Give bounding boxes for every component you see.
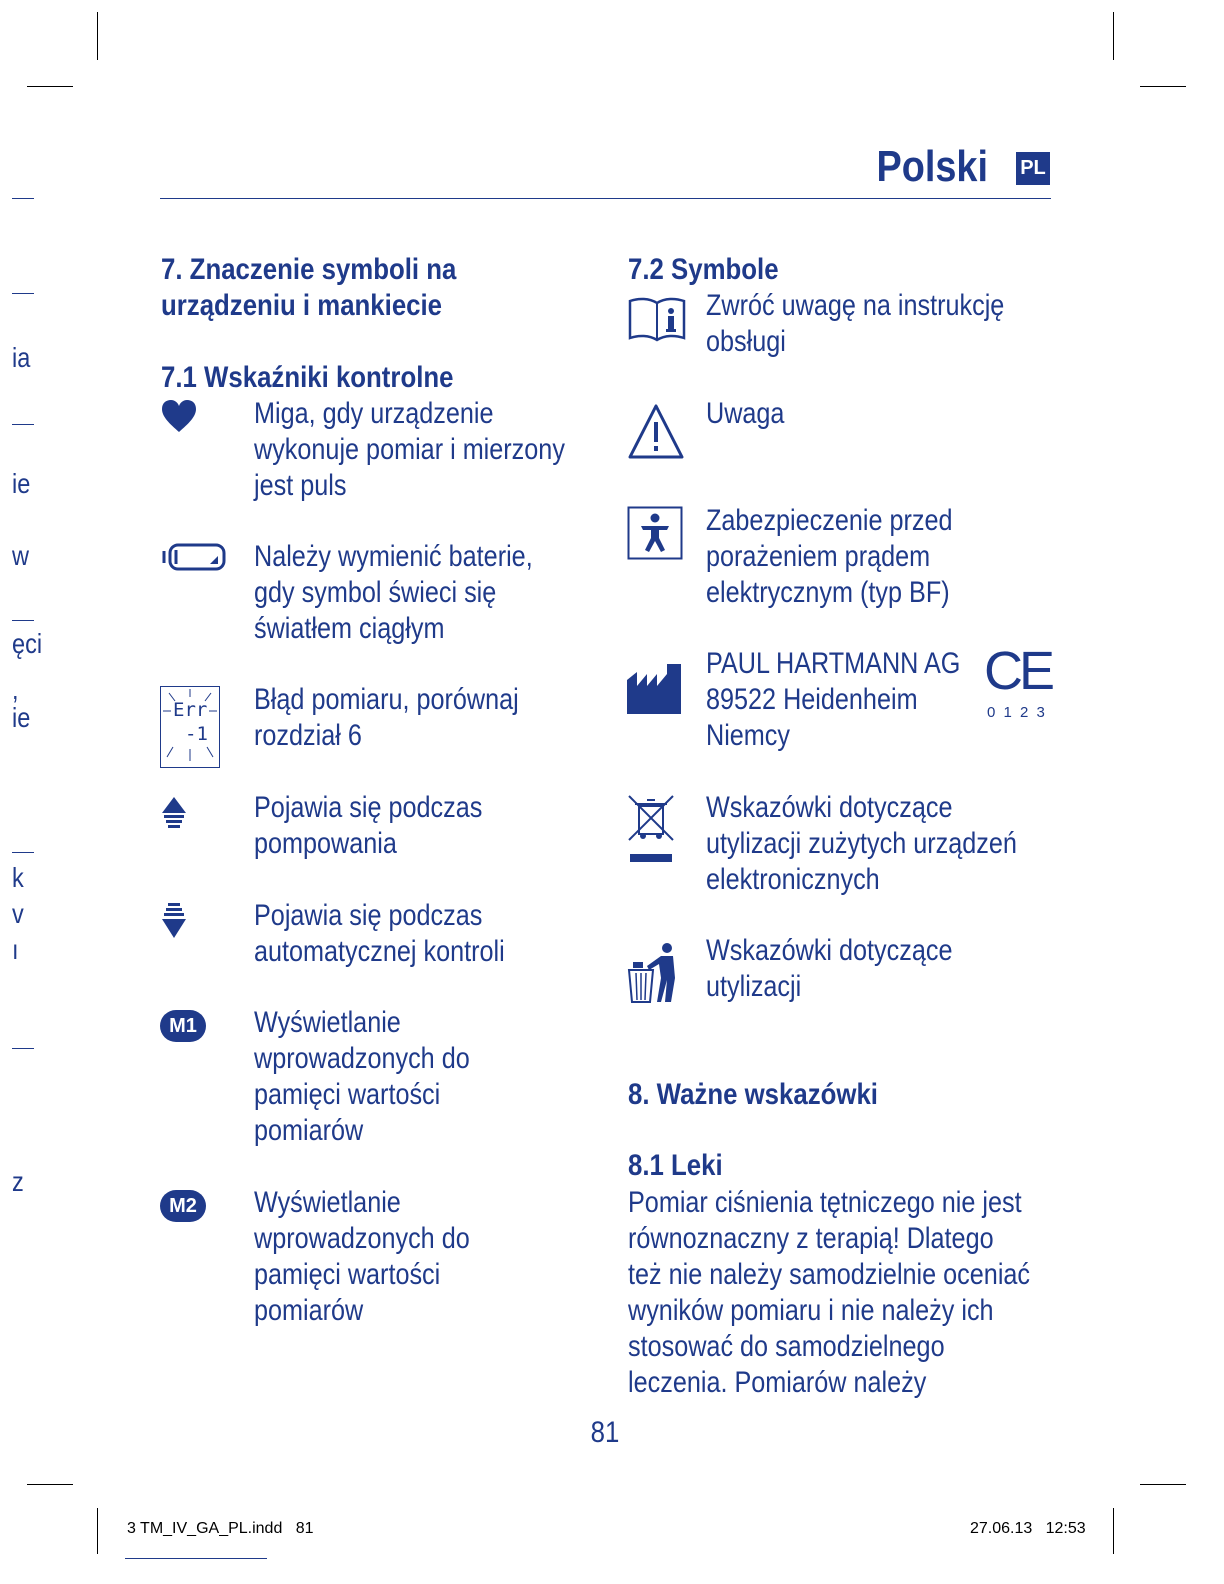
edge-fragment: ęci <box>12 628 43 659</box>
edge-fragment: v <box>12 898 24 929</box>
edge-fragment: k <box>12 862 24 893</box>
pump-up-description: Pojawia się podczas pompowania <box>254 791 483 860</box>
type-bf-icon <box>627 506 683 560</box>
section-8-title: 8. Ważne wskazówki <box>628 1078 878 1111</box>
edge-fragment: w <box>12 540 29 571</box>
crop-mark <box>1140 86 1186 87</box>
edge-fragment: z <box>12 1166 24 1197</box>
footer-timestamp: 27.06.13 12:53 <box>970 1520 1086 1537</box>
edge-dash <box>12 620 34 621</box>
page-language-title: Polski <box>876 142 988 191</box>
edge-fragment: ie <box>12 702 31 733</box>
manual-description: Zwróć uwagę na instrukcję obsługi <box>706 289 1005 358</box>
edge-dash <box>12 424 34 425</box>
crop-mark <box>1140 1484 1186 1485</box>
section-7-2-title: 7.2 Symbole <box>628 253 779 286</box>
battery-description: Należy wymienić baterie, gdy symbol świeci się światłem ciągłym <box>254 540 533 645</box>
language-badge: PL <box>1016 152 1050 185</box>
manufacturer-address: PAUL HARTMANN AG 89522 Heidenheim Niemcy <box>706 647 961 752</box>
weee-bin-icon <box>627 794 675 866</box>
section-8-1-text: Pomiar ciśnienia tętniczego nie jest równoznaczny z terapią! Dlatego też nie należy samodzielnie oceniać wyników pomiaru i nie należy ich stosować do samodzielnego leczenia. Pomiarów należy <box>628 1186 1031 1399</box>
section-7-title: 7. Znaczenie symboli na urządzeniu i mankiecie <box>161 253 457 322</box>
edge-fragment: , <box>12 674 19 705</box>
crop-mark <box>27 1484 73 1485</box>
crop-mark <box>1113 12 1114 60</box>
edge-fragment: ie <box>12 468 31 499</box>
recycle-description: Wskazówki dotyczące utylizacji <box>706 934 953 1003</box>
error-display-code: Err <box>173 699 208 721</box>
error-display-number: -1 <box>185 723 208 745</box>
crop-mark <box>97 1508 98 1554</box>
manual-book-icon <box>627 296 687 342</box>
ce-mark: CE <box>984 641 1052 701</box>
heart-description: Miga, gdy urządzenie wykonuje pomiar i mierzony jest puls <box>254 397 565 502</box>
recycle-person-icon <box>627 940 679 1004</box>
crop-mark <box>125 1558 267 1559</box>
error-description: Błąd pomiaru, porównaj rozdział 6 <box>254 683 519 752</box>
pump-down-icon <box>160 902 188 940</box>
error-display-icon <box>160 686 220 768</box>
edge-dash <box>12 293 34 294</box>
m1-badge-icon: M1 <box>160 1010 206 1042</box>
edge-dash <box>12 198 34 199</box>
section-8-1-title: 8.1 Leki <box>628 1149 723 1182</box>
warning-description: Uwaga <box>706 397 785 430</box>
battery-icon <box>162 542 228 572</box>
heart-icon <box>160 398 198 434</box>
type-bf-description: Zabezpieczenie przed porażeniem prądem elektrycznym (typ BF) <box>706 504 953 609</box>
crop-mark <box>1113 1508 1114 1554</box>
ce-notified-body-number: 0 1 2 3 <box>987 704 1047 721</box>
header-rule <box>160 198 1051 199</box>
edge-fragment: ı <box>12 934 19 965</box>
edge-dash <box>12 852 34 853</box>
pump-up-icon <box>160 795 188 833</box>
pump-down-description: Pojawia się podczas automatycznej kontroli <box>254 899 505 968</box>
m1-description: Wyświetlanie wprowadzonych do pamięci wartości pomiarów <box>254 1006 470 1147</box>
m2-badge-icon: M2 <box>160 1190 206 1222</box>
footer-file-name: 3 TM_IV_GA_PL.indd 81 <box>127 1520 314 1537</box>
section-7-1-title: 7.1 Wskaźniki kontrolne <box>161 361 454 394</box>
weee-description: Wskazówki dotyczące utylizacji zużytych urządzeń elektronicznych <box>706 791 1017 896</box>
crop-mark <box>27 86 73 87</box>
warning-triangle-icon <box>627 402 685 460</box>
crop-mark <box>97 12 98 60</box>
page-number: 81 <box>590 1416 620 1449</box>
edge-fragment: ia <box>12 342 31 373</box>
edge-dash <box>12 1048 34 1049</box>
manufacturer-icon <box>627 662 681 714</box>
m2-description: Wyświetlanie wprowadzonych do pamięci wartości pomiarów <box>254 1186 470 1327</box>
